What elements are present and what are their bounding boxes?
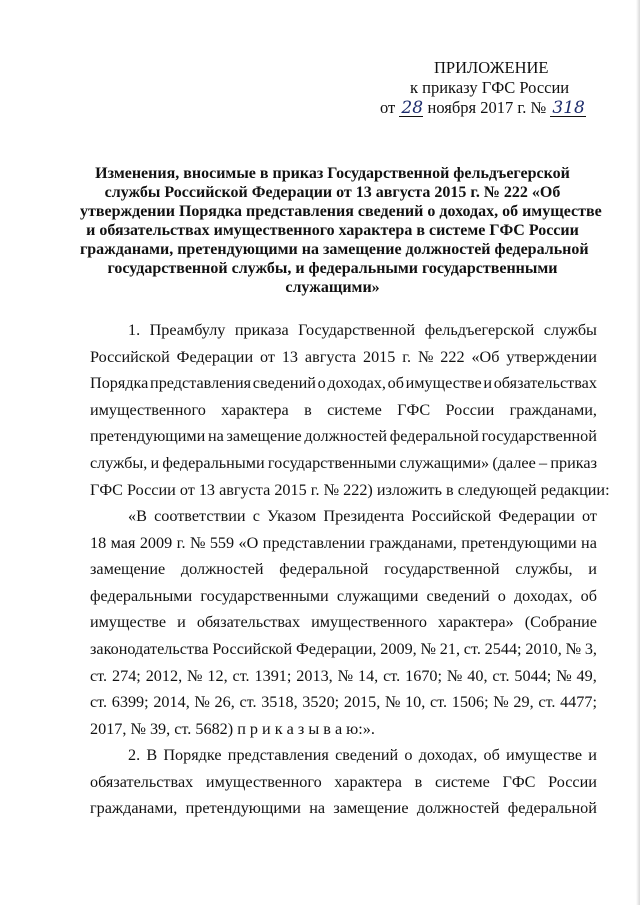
word: ст. [429, 693, 448, 712]
heading-line: утверждении Порядка представления сведений о доходах, об имуществе [80, 203, 602, 220]
paragraph-line [90, 742, 597, 769]
word: 2014, [153, 693, 190, 712]
word: 2009, [380, 639, 417, 658]
word: 1506; [451, 693, 489, 712]
paragraph-line [90, 450, 597, 477]
word: государственными [267, 453, 397, 472]
word: № [417, 347, 434, 366]
word: представления [227, 746, 329, 764]
word: № [446, 666, 463, 685]
word: 40, [467, 666, 488, 685]
word: приказ [550, 453, 597, 472]
paragraph-line [90, 503, 597, 530]
heading-line: службы Российской Федерации от 13 августа 2015 г. № 222 «Об [104, 184, 561, 201]
word: Порядке [163, 746, 222, 764]
word: системе [435, 772, 490, 791]
word: № [189, 533, 206, 552]
word: 2015 [362, 347, 396, 366]
word: «О [238, 533, 259, 552]
paragraph-line [90, 636, 597, 663]
paragraph-line [90, 609, 597, 636]
document-heading [80, 164, 602, 297]
word: Федерации [176, 347, 254, 366]
word: характера» [437, 613, 514, 632]
word: на [309, 799, 326, 818]
word: 4477; [560, 693, 597, 712]
word: 3, [584, 639, 597, 658]
word: служащими» [399, 453, 490, 472]
word: 5044; [514, 666, 552, 685]
word: доходах, [513, 586, 573, 605]
word: с [252, 507, 260, 525]
word: № [420, 639, 436, 658]
word: 2544; [484, 639, 522, 658]
paragraph-line [90, 769, 597, 796]
word: претендующими [90, 427, 206, 446]
word: и [588, 746, 597, 764]
word: «В [128, 507, 147, 525]
word: ст. [463, 639, 481, 658]
word: 10, [405, 693, 426, 712]
word: Федерации, [295, 639, 377, 658]
word: в [304, 400, 312, 419]
appendix-reference: к приказу ГФС России [410, 78, 570, 97]
word: Преамбулу [149, 321, 226, 339]
word: федеральными [90, 586, 193, 605]
word: 18 [90, 533, 107, 552]
word: от [581, 507, 597, 525]
word: 1. [128, 321, 141, 339]
word: служащими [336, 586, 419, 605]
word: имущественного [205, 772, 322, 791]
word: представлении [262, 533, 366, 552]
paragraph-3 [90, 742, 597, 822]
word: замещение [333, 799, 409, 818]
word: 2015, [343, 693, 381, 712]
word: 3518, [261, 693, 298, 712]
word: ГФС [502, 772, 536, 791]
word: обязательствах [90, 772, 194, 791]
word: законодательства [90, 639, 209, 658]
word: доходах, [327, 374, 386, 393]
word: имуществе [90, 613, 167, 632]
word: ст. [538, 693, 556, 712]
date-rest: ноября 2017 г. № [427, 98, 547, 117]
word: 2012, [145, 666, 183, 685]
word: федеральной [389, 427, 479, 446]
word: об [580, 586, 597, 605]
word: г. [402, 347, 412, 366]
word: 1391; [254, 666, 292, 685]
word: соответствии [154, 507, 246, 525]
word: службы, [90, 453, 148, 472]
word: должностей [416, 799, 500, 818]
word: о [497, 586, 506, 605]
word: августа [304, 347, 357, 366]
word: 12, [207, 666, 228, 685]
word: России [548, 772, 597, 791]
appendix-block [380, 58, 620, 118]
word: службы [543, 321, 597, 339]
heading-line: государственной службы, и федеральными государственными [107, 260, 558, 277]
paragraph-line [90, 397, 597, 424]
word: России [445, 400, 495, 419]
paragraph-line [90, 556, 597, 583]
handwritten-day: 28 [401, 98, 424, 118]
handwritten-order-number: 318 [552, 98, 585, 118]
word: Российской [212, 639, 293, 658]
word: 29, [513, 693, 534, 712]
word: В [146, 746, 158, 764]
word: 2010, [525, 639, 562, 658]
word: Государственной [298, 321, 416, 339]
word: и [588, 560, 597, 579]
heading-line: Изменения, вносимые в приказ Государственной фельдъегерской [95, 165, 570, 182]
word: имуществе [506, 746, 583, 764]
word: № [493, 693, 509, 712]
word: системе [327, 400, 382, 419]
word: федеральной [279, 560, 369, 579]
word: и [177, 613, 186, 632]
paragraph-line [90, 795, 597, 822]
word: 3520; [302, 693, 340, 712]
word: характера [221, 400, 289, 419]
paragraph-line [90, 317, 597, 344]
word: мая [110, 533, 136, 552]
word: 274; [112, 666, 141, 685]
word: федеральными [162, 453, 265, 472]
word: ст. [492, 666, 510, 685]
word: ст. [90, 693, 108, 712]
word: № [565, 639, 582, 658]
appendix-date-line [380, 98, 620, 118]
word: 222 [440, 347, 465, 366]
word: утверждении [506, 347, 597, 366]
word: обязательствах [196, 613, 301, 632]
word: на [208, 427, 224, 446]
word: от [259, 347, 275, 366]
paragraph-line [90, 344, 597, 371]
word: доходах, [418, 746, 478, 764]
word: замещение [226, 427, 302, 446]
word: претендующими [461, 533, 577, 552]
word: Российской [411, 507, 492, 525]
word: Президента [323, 507, 405, 525]
word: сведений [252, 374, 316, 393]
paragraph-1 [90, 317, 610, 503]
paragraph-line [90, 370, 597, 397]
word: № [337, 666, 354, 685]
word: 1670; [405, 666, 442, 685]
word: об [387, 374, 404, 393]
word: на [581, 533, 597, 552]
word: обязательствах [493, 374, 597, 393]
heading-line: гражданами, претендующими на замещение должностей федеральной [80, 241, 589, 258]
word: претендующими [185, 799, 301, 818]
word: имущественного [311, 613, 427, 632]
word: гражданами, [369, 533, 457, 552]
paragraph-line: ГФС России от 13 августа 2015 г. № 222) изложить в следующей редакции: [90, 480, 610, 499]
paragraph-line [90, 689, 597, 716]
paragraph-line [90, 530, 597, 557]
word: представления [150, 374, 252, 393]
word: 2. [128, 746, 141, 764]
paragraph-line [90, 583, 597, 610]
word: гражданами, [90, 799, 178, 818]
word: № [556, 666, 572, 685]
word: ст. [90, 666, 108, 685]
word: 2013, [296, 666, 333, 685]
appendix-title: ПРИЛОЖЕНИЕ [434, 58, 549, 77]
word: приказа [234, 321, 289, 339]
word: сведений [426, 586, 490, 605]
word: – [539, 453, 548, 472]
word: о [404, 746, 413, 764]
word: имущественного [90, 400, 206, 419]
word: Указом [267, 507, 317, 525]
word: характера [334, 772, 402, 791]
word: ст. [239, 693, 257, 712]
word: об [483, 746, 500, 764]
paragraph-line [90, 663, 597, 690]
word: Федерации [498, 507, 575, 525]
word: и [150, 453, 160, 472]
word: Российской [90, 347, 170, 366]
word: должностей [180, 560, 264, 579]
word: ГФС [397, 400, 431, 419]
paragraph-line [90, 423, 597, 450]
paragraph-line: 2017, № 39, ст. 5682) п р и к а з ы в а ю:». [90, 719, 375, 738]
word: № [194, 693, 210, 712]
word: федеральной [507, 799, 597, 818]
word: № [384, 693, 401, 712]
word: сведений [335, 746, 399, 764]
word: 6399; [111, 693, 149, 712]
word: (далее [492, 453, 536, 472]
word: и [483, 374, 493, 393]
word: государственной [481, 427, 597, 446]
word: 49, [576, 666, 597, 685]
word: должностей [304, 427, 388, 446]
word: в [414, 772, 423, 791]
word: государственной [384, 560, 500, 579]
word: г. [176, 533, 186, 552]
word: о [317, 374, 326, 393]
heading-line: служащими» [285, 279, 380, 296]
word: 14, [357, 666, 379, 685]
word: (Собрание [524, 613, 597, 632]
word: замещение [90, 560, 166, 579]
date-prefix: от [380, 98, 396, 117]
word: гражданами, [509, 400, 597, 419]
word: 26, [214, 693, 235, 712]
word: имуществе [405, 374, 482, 393]
word: 13 [281, 347, 299, 366]
word: службы, [515, 560, 573, 579]
heading-line: и обязательствах имущественного характера в системе ГФС России [86, 222, 579, 239]
word: ст. [232, 666, 250, 685]
word: фельдъегерской [424, 321, 535, 339]
word: 2009 [139, 533, 173, 552]
word: ст. [383, 666, 401, 685]
word: Порядка [90, 374, 149, 393]
word: 559 [209, 533, 235, 552]
word: «Об [471, 347, 500, 366]
word: № [187, 666, 203, 685]
word: государственными [200, 586, 329, 605]
paragraph-2 [90, 503, 597, 742]
word: 21, [439, 639, 460, 658]
scan-edge-shadow [636, 0, 640, 905]
